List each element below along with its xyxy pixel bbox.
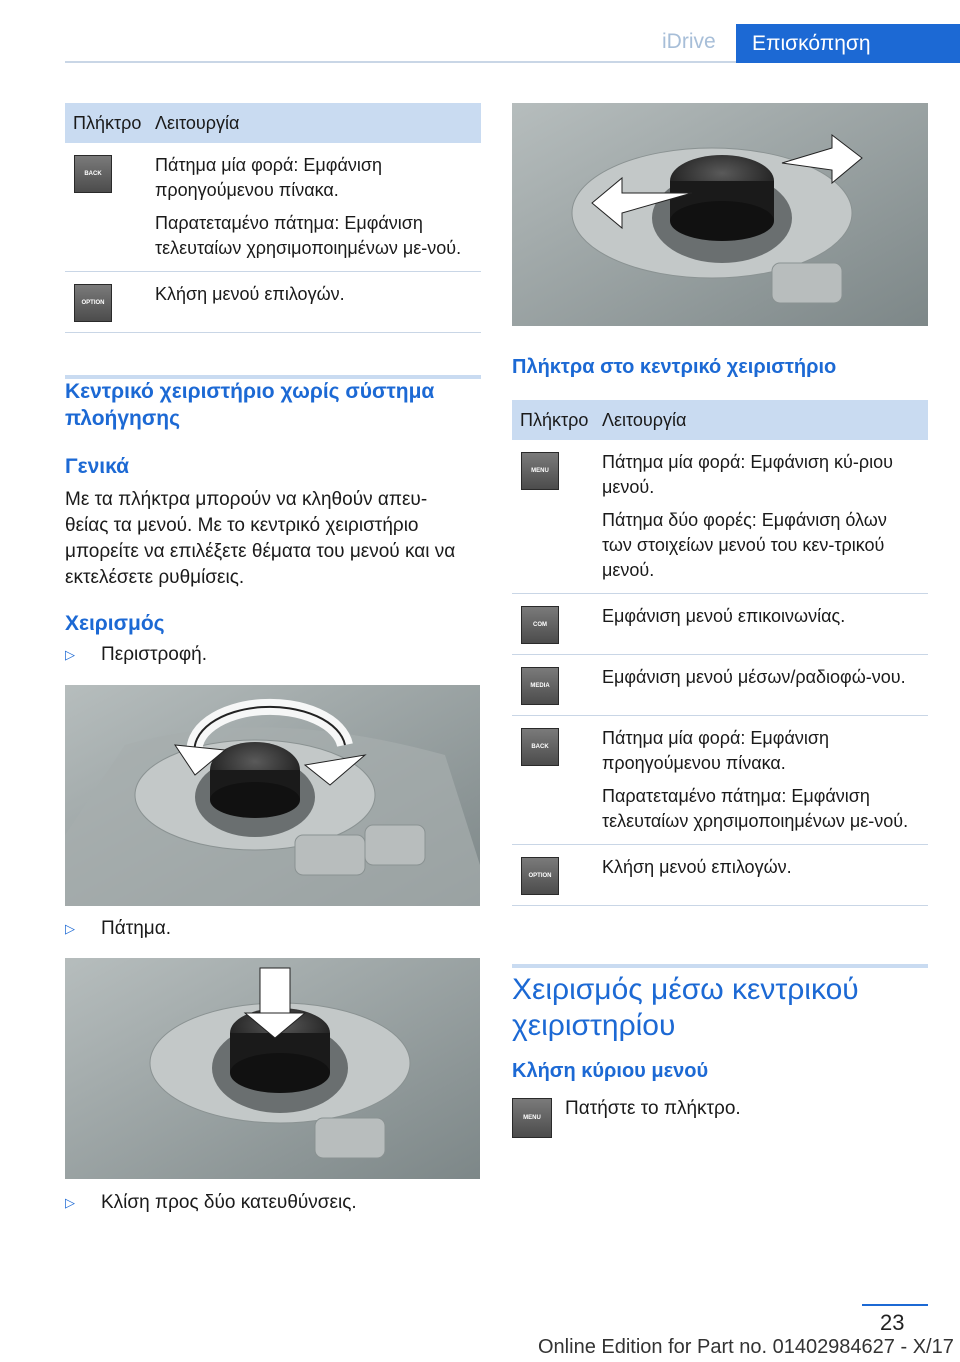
option-key-icon: OPTION	[74, 284, 112, 322]
function-text: Εμφάνιση μενού μέσων/ραδιοφώ-νου.	[602, 667, 906, 687]
chapter-label: Επισκόπηση	[736, 24, 960, 63]
col-key-header: Πλήκτρο	[520, 409, 589, 430]
subheading-operation: Χειρισμός	[65, 612, 165, 635]
controller-tilt-photo	[512, 103, 928, 326]
key-table-left	[65, 103, 481, 379]
bullet-press	[65, 918, 171, 940]
edition-footer: Online Edition for Part no. 01402984627 - X/17	[538, 1336, 954, 1358]
back-key-icon: BACK	[74, 155, 112, 193]
com-key-icon: COM	[521, 606, 559, 644]
triangle-bullet-icon: ▷	[65, 921, 75, 936]
table-header	[512, 400, 928, 440]
col-function-header: Λειτουργία	[155, 112, 240, 133]
function-text: Κλήση μενού επιλογών.	[155, 284, 345, 304]
key-cell	[512, 604, 602, 644]
table-row	[512, 440, 928, 594]
page-number: 23	[880, 1310, 905, 1335]
bullet-text: Κλίση προς δύο κατευθύνσεις.	[101, 1192, 357, 1213]
triangle-bullet-icon: ▷	[65, 1195, 75, 1210]
section-label: iDrive	[662, 30, 716, 53]
table-row	[512, 594, 928, 655]
function-text: Παρατεταμένο πάτημα: Εμφάνιση τελευταίων χρησιμοποιημένων με-νού.	[602, 786, 909, 831]
key-table-right	[512, 400, 928, 968]
function-cell	[155, 153, 481, 261]
table-row	[512, 845, 928, 906]
subheading-general: Γενικά	[65, 455, 130, 478]
function-text: Πάτημα μία φορά: Εμφάνιση κύ-ριου μενού.	[602, 452, 893, 497]
table-row	[65, 143, 481, 272]
menu-key-icon: MENU	[512, 1098, 552, 1138]
menu-key-icon: MENU	[521, 452, 559, 490]
function-text: Κλήση μενού επιλογών.	[602, 857, 792, 877]
function-text: Παρατεταμένο πάτημα: Εμφάνιση τελευταίων χρησιμοποιημένων με-νού.	[155, 213, 462, 258]
press-key-line	[512, 1098, 741, 1138]
key-cell	[512, 665, 602, 705]
col-function-header: Λειτουργία	[602, 409, 687, 430]
subheading-main-menu: Κλήση κύριου μενού	[512, 1060, 709, 1082]
table-end-bar	[512, 964, 928, 968]
key-cell	[512, 855, 602, 895]
function-cell	[602, 604, 928, 644]
back-key-icon: BACK	[521, 728, 559, 766]
triangle-bullet-icon: ▷	[65, 647, 75, 662]
function-text: Εμφάνιση μενού επικοινωνίας.	[602, 606, 846, 626]
key-cell	[512, 450, 602, 583]
chapter-heading-operation: Χειρισμός μέσω κεντρικού χειριστηρίου	[512, 973, 859, 1042]
controller-press-photo	[65, 958, 480, 1179]
function-text: Πάτημα δύο φορές: Εμφάνιση όλων των στοιχείων μενού του κεν-τρικού μενού.	[602, 510, 887, 580]
bullet-rotate	[65, 644, 207, 666]
table-row	[512, 716, 928, 845]
bullet-text: Πάτημα.	[101, 918, 171, 939]
table-header	[65, 103, 481, 143]
table-row	[65, 272, 481, 333]
controller-rotate-photo	[65, 685, 480, 906]
function-cell	[602, 726, 928, 834]
col-key-header: Πλήκτρο	[73, 112, 142, 133]
option-key-icon: OPTION	[521, 857, 559, 895]
function-text: Πάτημα μία φορά: Εμφάνιση προηγούμενου πίνακα.	[602, 728, 829, 773]
function-cell	[602, 665, 928, 705]
page-number-rule	[862, 1304, 928, 1306]
function-cell	[155, 282, 481, 322]
section-heading-no-nav: Κεντρικό χειριστήριο χωρίς σύστημα πλοήγησης	[65, 380, 435, 430]
function-text: Πάτημα μία φορά: Εμφάνιση προηγούμενου πίνακα.	[155, 155, 382, 200]
bullet-tilt	[65, 1192, 357, 1214]
general-text: Με τα πλήκτρα μπορούν να κληθούν απευ-θείας τα μενού. Με το κεντρικό χειριστήριο μπορείτε να επιλέξετε θέματα του μενού και να εκτελέσετε ρυθμίσεις.	[65, 489, 456, 588]
section-heading-keys: Πλήκτρα στο κεντρικό χειριστήριο	[512, 356, 837, 378]
key-cell	[65, 282, 155, 322]
bullet-text: Περιστροφή.	[101, 644, 207, 665]
function-cell	[602, 450, 928, 583]
press-key-text: Πατήστε το πλήκτρο.	[565, 1098, 741, 1119]
key-cell	[65, 153, 155, 261]
function-cell	[602, 855, 928, 895]
media-key-icon: MEDIA	[521, 667, 559, 705]
key-cell	[512, 726, 602, 834]
table-row	[512, 655, 928, 716]
